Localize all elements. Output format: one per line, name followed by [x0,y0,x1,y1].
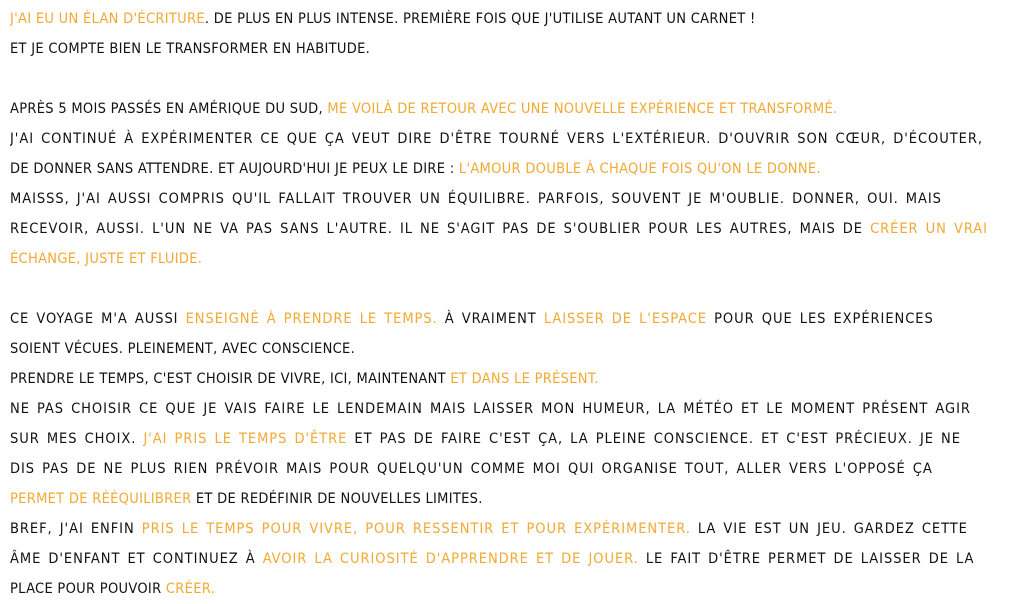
paragraph-gap [10,64,1014,94]
paragraph-gap [10,274,1014,304]
highlighted-text: ME VOILÀ DE RETOUR AVEC UNE NOUVELLE EXPÉRIENCE ET TRANSFORMÉ. [327,101,838,117]
highlighted-text: CRÉER. [165,581,216,597]
body-text: SOIENT VÉCUES. PLEINEMENT, AVEC CONSCIENCE. [10,341,356,357]
text-line [10,454,1014,484]
text-line [10,94,1014,124]
highlighted-text: ÉCHANGE, JUSTE ET FLUIDE. [10,251,203,267]
body-text: ET PAS DE FAIRE C'EST ÇA, LA PLEINE CONSCIENCE. ET C'EST PRÉCIEUX. JE NE [347,431,961,447]
body-text: RECEVOIR, AUSSI. L'UN NE VA PAS SANS L'AUTRE. IL NE S'AGIT PAS DE S'OUBLIER POUR LES AUTRES, MAIS DE [10,221,871,237]
body-text: LA VIE EST UN JEU. GARDEZ CETTE [690,521,968,537]
text-line [10,154,1014,184]
text-line [10,184,1014,214]
body-text: POUR QUE LES EXPÉRIENCES [707,311,934,327]
text-line [10,484,1014,514]
text-line [10,394,1014,424]
highlighted-text: L'AMOUR DOUBLE À CHAQUE FOIS QU'ON LE DONNE. [458,161,821,177]
body-text: LE FAIT D'ÊTRE PERMET DE LAISSER DE LA [638,551,975,567]
body-text: NE PAS CHOISIR CE QUE JE VAIS FAIRE LE LENDEMAIN MAIS LAISSER MON HUMEUR, LA MÉTÉO ET LE MOMENT PRÉSENT AGIR [10,401,971,417]
text-line [10,334,1014,364]
text-line [10,304,1014,334]
highlighted-text: ET DANS LE PRÉSENT. [450,371,599,387]
body-text: DE DONNER SANS ATTENDRE. ET AUJOURD'HUI JE PEUX LE DIRE : [10,161,459,177]
body-text: MAISSS, J'AI AUSSI COMPRIS QU'IL FALLAIT TROUVER UN ÉQUILIBRE. PARFOIS, SOUVENT JE M'OUBLIE. DONNER, OUI. MAIS [10,191,942,207]
text-line [10,424,1014,454]
highlighted-text: PRIS LE TEMPS POUR VIVRE, POUR RESSENTIR ET POUR EXPÉRIMENTER. [141,521,691,537]
body-text: PLACE POUR POUVOIR [10,581,166,597]
text-line [10,4,1014,34]
highlighted-text: AVOIR LA CURIOSITÉ D'APPRENDRE ET DE JOUER. [262,551,639,567]
body-text: BREF, J'AI ENFIN [10,521,142,537]
highlighted-text: PERMET DE RÉÉQUILIBRER [10,491,192,507]
body-text: DIS PAS DE NE PLUS RIEN PRÉVOIR MAIS POUR QUELQU'UN COMME MOI QUI ORGANISE TOUT, ALLER VERS L'OPPOSÉ ÇA [10,461,933,477]
body-text: . DE PLUS EN PLUS INTENSE. PREMIÈRE FOIS QUE J'UTILISE AUTANT UN CARNET ! [204,11,756,27]
text-line [10,214,1014,244]
text-line [10,34,1014,64]
body-text: ET JE COMPTE BIEN LE TRANSFORMER EN HABITUDE. [10,41,371,57]
body-text: APRÈS 5 MOIS PASSÉS EN AMÉRIQUE DU SUD, [10,101,328,117]
text-line [10,244,1014,274]
highlighted-text: LAISSER DE L'ESPACE [543,311,707,327]
highlighted-text: CRÉER UN VRAI [870,221,988,237]
handwritten-journal-page [10,4,1014,604]
body-text: ET DE REDÉFINIR DE NOUVELLES LIMITES. [191,491,483,507]
text-line [10,124,1014,154]
highlighted-text: J'AI PRIS LE TEMPS D'ÊTRE [143,431,348,447]
body-text: J'AI CONTINUÉ À EXPÉRIMENTER CE QUE ÇA VEUT DIRE D'ÊTRE TOURNÉ VERS L'EXTÉRIEUR. D'OUVRIR SON CŒUR, D'ÉCOUTER, [10,131,983,147]
text-line [10,544,1014,574]
text-body [10,4,1014,604]
highlighted-text: ENSEIGNÉ À PRENDRE LE TEMPS. [185,311,438,327]
body-text: À VRAIMENT [437,311,544,327]
text-line [10,574,1014,604]
text-line [10,514,1014,544]
text-line [10,364,1014,394]
body-text: SUR MES CHOIX. [10,431,144,447]
body-text: CE VOYAGE M'A AUSSI [10,311,186,327]
highlighted-text: J'AI EU UN ÉLAN D'ÉCRITURE [10,11,205,27]
body-text: ÂME D'ENFANT ET CONTINUEZ À [10,551,263,567]
body-text: PRENDRE LE TEMPS, C'EST CHOISIR DE VIVRE, ICI, MAINTENANT [10,371,451,387]
